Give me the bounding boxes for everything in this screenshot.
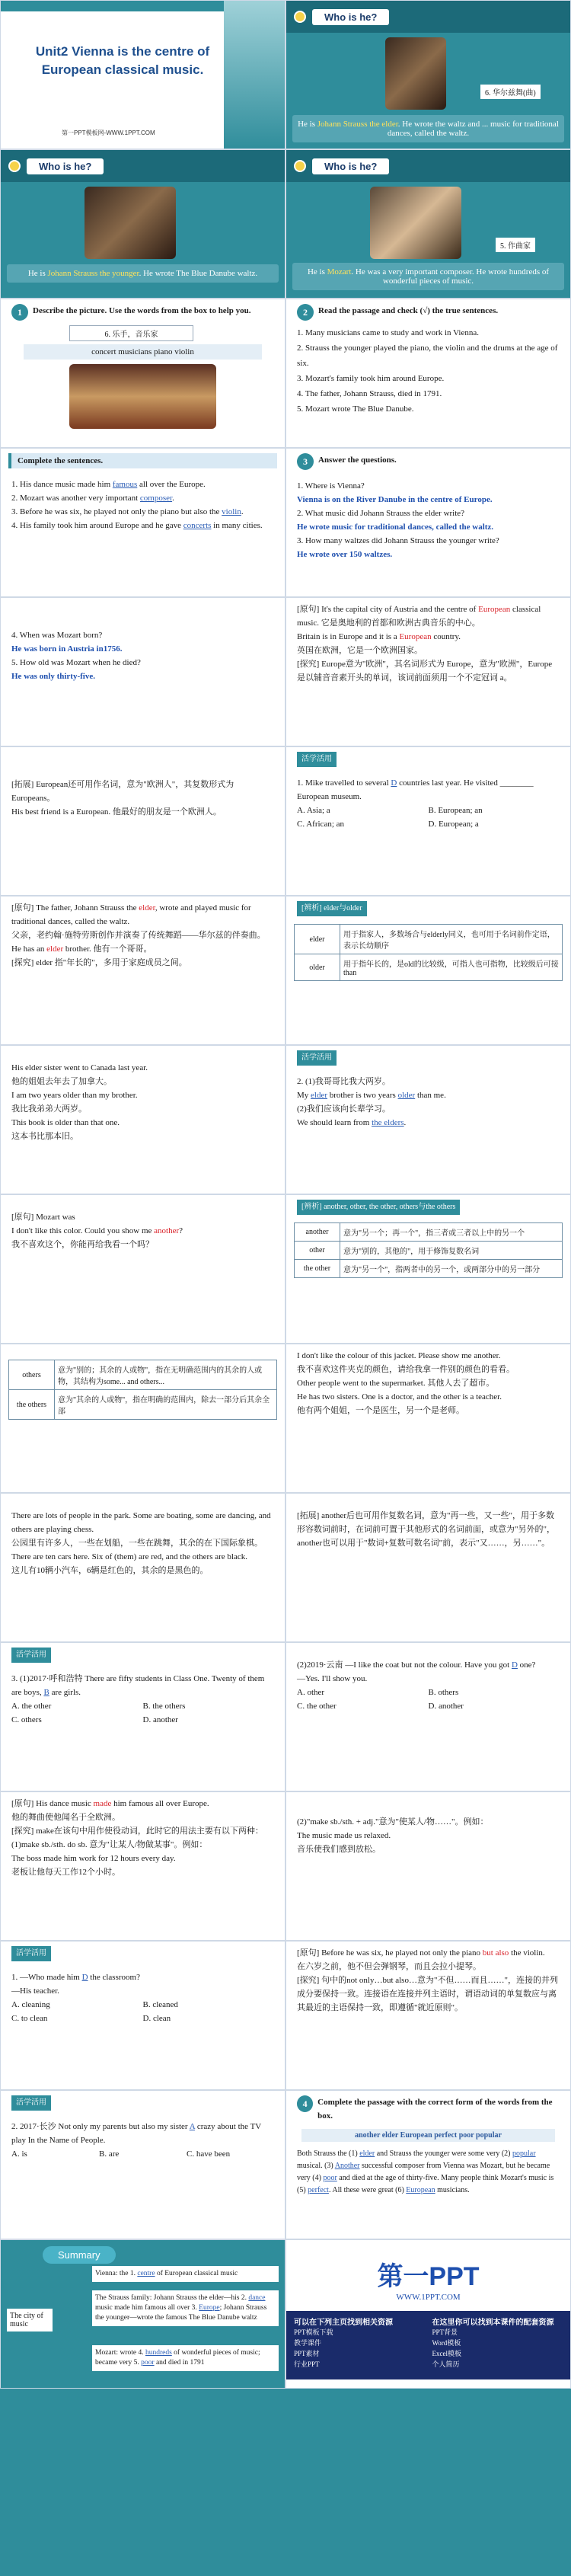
slide-another bbox=[0, 1194, 286, 1344]
option: A. cleaning bbox=[11, 2000, 50, 2009]
word-box: another elder European perfect poor popular bbox=[301, 2129, 555, 2142]
table-cell: 意为"其余的人或物"，指在明确的范围内，除去一部分后其余全部 bbox=[55, 1390, 277, 1420]
table-cell: 用于指家人，多数场合与elderly同义，也可用于名词前作定语，表示长幼顺序 bbox=[340, 925, 563, 954]
summary-title: Summary bbox=[43, 2246, 116, 2264]
qa-list: 4. When was Mozart born? He was born in Austria in1756. 5. How old was Mozart when he died? He was only thirty-five. bbox=[11, 631, 141, 681]
table-cell: 意为"另一个；再一个"，指三者或三者以上中的另一个 bbox=[340, 1223, 563, 1242]
practice-tag: 活学活用 bbox=[297, 1050, 337, 1066]
slide-elder-older bbox=[286, 896, 571, 1045]
table-cell: another bbox=[295, 1223, 340, 1242]
option: C. African; an bbox=[297, 820, 345, 829]
slide-make bbox=[0, 1791, 286, 1941]
sentences: 1. His dance music made him famous all over the Europe. 2. Mozart was another very important composer. 3. Before he was six, he played not only the piano but also the violin. 4. His family took him around Europe and he gave concerts in many cities. bbox=[11, 480, 263, 530]
option: C. others bbox=[11, 1715, 42, 1724]
table-row bbox=[295, 954, 563, 981]
word-box: concert musicians piano violin bbox=[24, 344, 262, 360]
option: D. European; a bbox=[428, 820, 479, 829]
slide-european-ext bbox=[0, 746, 286, 896]
table-row bbox=[295, 1242, 563, 1260]
slide-heading: Who is he? bbox=[27, 158, 104, 174]
explanation: (2)"make sb./sth. + adj."意为"使某人/物……"。例如： The music made us relaxed. 音乐使我们感到放松。 bbox=[297, 1817, 489, 1854]
row-13 bbox=[0, 1791, 571, 1941]
check-item: 4. The father, Johann Strauss, died in 1791. bbox=[297, 389, 442, 398]
table-row bbox=[295, 1260, 563, 1278]
check-item: 5. Mozart wrote The Blue Danube. bbox=[297, 404, 414, 414]
page-title: Unit2 Vienna is the centre of European classical music. bbox=[35, 44, 210, 77]
resource-link: 行业PPT bbox=[294, 2360, 320, 2368]
instruction: Answer the questions. bbox=[318, 455, 397, 465]
instruction: Read the passage and check (√) the true sentences. bbox=[318, 306, 499, 315]
table-row bbox=[295, 1223, 563, 1242]
resource-link: PPT模板下载 bbox=[294, 2328, 333, 2336]
question: 2. (1)我哥哥比我大两岁。 My elder brother is two years older than me. (2)我们应该向长辈学习。 We should learn from the elders. bbox=[297, 1077, 446, 1127]
slide-heading: Who is he? bbox=[312, 9, 389, 25]
table-cell: 意为"别的，其他的"，用于修饰复数名词 bbox=[340, 1242, 563, 1260]
explanation: [原句] The father, Johann Strauss the elder, wrote and played music for traditional dances, called the waltz. 父亲，老约翰·施特劳斯创作并演奏了传统舞蹈——华尔兹的伴奏曲。 He has an elder brother. 他有一个哥哥。 [探究] elder 指"年长的"，多用于家庭成员之间。 bbox=[11, 903, 266, 967]
slide-practice-6 bbox=[0, 2090, 286, 2239]
slide-others-examples bbox=[286, 1344, 571, 1493]
site-url: WWW.1PPT.COM bbox=[396, 2293, 461, 2302]
row-2 bbox=[0, 149, 571, 299]
word-note: 6. 华尔兹舞(曲) bbox=[480, 85, 541, 99]
practice-tag: 活学活用 bbox=[11, 1648, 51, 1663]
explanation: [拓展] another后也可用作复数名词，意为"再一些，又一些"，用于多数形容数词前时，在词前可置于其他形式的名词前面，或意为"另外的"，another也可以用于"数词+复数可数名词"前，表示"又……，另……"。 bbox=[297, 1511, 555, 1548]
row-16 bbox=[0, 2239, 571, 2389]
slide-check bbox=[286, 299, 571, 448]
slide-who-elder bbox=[286, 0, 571, 149]
option: A. Asia; a bbox=[297, 806, 330, 815]
slide-passage bbox=[286, 2090, 571, 2239]
logo: 第一PPT bbox=[377, 2262, 480, 2291]
table-cell: 意为"另一个"，指两者中的另一个，或两部分中的另一部分 bbox=[340, 1260, 563, 1278]
slide-who-younger bbox=[0, 149, 286, 299]
instruction: Complete the passage with the correct form of the words from the box. bbox=[317, 2098, 553, 2121]
word-note: 6. 乐手，音乐家 bbox=[69, 325, 193, 341]
check-item: 3. Mozart's family took him around Europe. bbox=[297, 374, 445, 383]
bulb-icon bbox=[294, 11, 306, 23]
row-1 bbox=[0, 0, 571, 149]
table-cell: 用于指年长的，是old的比较级，可指人也可指物，比较级后可接than bbox=[340, 954, 563, 981]
table-cell: older bbox=[295, 954, 340, 981]
practice-tag: 活学活用 bbox=[11, 2095, 51, 2111]
slide-make-2 bbox=[286, 1791, 571, 1941]
comparison-table bbox=[8, 1360, 277, 1420]
slide-european bbox=[286, 597, 571, 746]
row-4 bbox=[0, 448, 571, 597]
row-6 bbox=[0, 746, 571, 896]
step-number: 2 bbox=[297, 304, 314, 321]
option: A. other bbox=[297, 1688, 325, 1697]
slide-ad bbox=[286, 2239, 571, 2389]
resource-panel: 可以在下列主页找到相关资源 PPT模板下载 教学课件 PPT素材 行业PPT 在这里你可以找到本课件的配套资源 PPT背景 Word模板 Excel模板 个人简历 bbox=[286, 2311, 570, 2379]
explanation: [原句] Mozart was I don't like this color. Could you show me another? 我不喜欢这个，你能再给我看一个吗？ bbox=[11, 1213, 183, 1249]
table-cell: the others bbox=[9, 1390, 55, 1420]
portrait-image bbox=[370, 187, 461, 259]
caption: He is Johann Strauss the younger. He wrote The Blue Danube waltz. bbox=[7, 264, 279, 283]
option: B. are bbox=[99, 2149, 120, 2159]
question: 1. —Who made him D the classroom? —His teacher. A. cleaning B. cleaned C. to clean D. clean bbox=[1, 1966, 285, 2030]
resource-link: 教学课件 bbox=[294, 2339, 322, 2347]
practice-tag: [辨析] elder与older bbox=[297, 901, 367, 916]
option: B. cleaned bbox=[142, 2000, 178, 2009]
caption: He is Mozart. He was a very important composer. He wrote hundreds of wonderful pieces of music. bbox=[292, 263, 564, 290]
question: (2)2019·云南 —I like the coat but not the colour. Have you got D one? —Yes. I'll show you. A. other B. others C. the other D. another bbox=[286, 1643, 570, 1718]
slide-elder bbox=[0, 896, 286, 1045]
slide-answer bbox=[286, 448, 571, 597]
slide-practice-1 bbox=[286, 746, 571, 896]
word-note: 5. 作曲家 bbox=[496, 238, 535, 252]
summary-box-1: Vienna: the 1. centre of European classical music bbox=[92, 2266, 279, 2282]
option: B. others bbox=[428, 1688, 459, 1697]
portrait-image bbox=[385, 37, 446, 110]
table-cell: others bbox=[9, 1360, 55, 1390]
check-item: 2. Strauss the younger played the piano, the violin and the drums at the age of six. bbox=[297, 344, 558, 368]
concert-image bbox=[69, 364, 216, 429]
resource-link: Word模板 bbox=[432, 2339, 461, 2347]
resource-link: Excel模板 bbox=[432, 2350, 461, 2357]
slide-another-ext bbox=[286, 1493, 571, 1642]
examples: There are lots of people in the park. Some are boating, some are dancing, and others are playing chess. 公园里有许多人，一些在划船，一些在跳舞，其余的在下国际象棋。 There are ten cars here. Six of (them) are red, and the others are black. 这儿有10辆小汽车，6辆是红色的，其余的是黑色的。 bbox=[11, 1511, 271, 1575]
footer-text: 第一PPT模板网-WWW.1PPT.COM bbox=[62, 129, 155, 136]
question: 3. (1)2017·呼和浩特 There are fifty students in Class One. Twenty of them are boys, B are girls. A. the other B. the others C. others D. another bbox=[1, 1667, 285, 1731]
question: 2. 2017·长沙 Not only my parents but also my sister A crazy about the TV play In the Name of People. A. is B. are C. have been bbox=[1, 2115, 285, 2165]
resource-link: PPT素材 bbox=[294, 2350, 320, 2357]
table-cell: other bbox=[295, 1242, 340, 1260]
city-label: The city of music bbox=[7, 2309, 53, 2332]
slide-others bbox=[0, 1344, 286, 1493]
option: C. have been bbox=[187, 2149, 231, 2159]
option: D. clean bbox=[142, 2014, 171, 2023]
resource-link: PPT背景 bbox=[432, 2328, 458, 2336]
explanation: [原句] Before he was six, he played not only the piano but also the violin. 在六岁之前，他不但会弹钢琴，而且会拉小提琴。 [探究] 句中的not only…but also…意为"不但……而且……"，连接的并列成分要保持一致。连接语在连接并列主语时，谓语动词的单复数应与离其最近的主语保持一致，即遵循"就近原则"。 bbox=[297, 1948, 558, 2012]
slide-practice-5 bbox=[0, 1941, 286, 2090]
summary-box-2: The Strauss family: Johann Strauss the elder—his 2. dance music made him famous all over 3. Europe; Johann Strauss the younger—wrote the famous The Blue Danube waltz bbox=[92, 2290, 279, 2326]
row-14 bbox=[0, 1941, 571, 2090]
slide-practice-4 bbox=[286, 1642, 571, 1791]
option: D. another bbox=[142, 1715, 178, 1724]
step-number: 4 bbox=[297, 2095, 313, 2112]
table-row bbox=[9, 1390, 277, 1420]
slide-elder-examples bbox=[0, 1045, 286, 1194]
practice-tag: 活学活用 bbox=[297, 752, 337, 767]
row-9 bbox=[0, 1194, 571, 1344]
option: B. European; an bbox=[428, 806, 483, 815]
passage: Both Strauss the (1) elder and Strauss the younger were some very (2) popular musical. (3) Another successful composer from Vienna was Mozart, but he became very (4) poor and died at the age of thirty-five. Many people think Mozart's music is (5) perfect. All these were great (6) European musicians. bbox=[297, 2149, 554, 2194]
option: C. to clean bbox=[11, 2014, 48, 2023]
slide-practice-3 bbox=[0, 1642, 286, 1791]
table-row bbox=[295, 925, 563, 954]
slide-heading: Who is he? bbox=[312, 158, 389, 174]
examples: His elder sister went to Canada last year. 他的姐姐去年去了加拿大。 I am two years older than my brother. 我比我弟弟大两岁。 This book is older than that one. 这本书比那本旧。 bbox=[11, 1063, 148, 1141]
slide-practice-2 bbox=[286, 1045, 571, 1194]
bulb-icon bbox=[8, 160, 21, 172]
slide-another-compare bbox=[286, 1194, 571, 1344]
table-row bbox=[9, 1360, 277, 1390]
option: A. is bbox=[11, 2149, 27, 2159]
slide-who-mozart bbox=[286, 149, 571, 299]
step-number: 1 bbox=[11, 304, 28, 321]
slide-complete bbox=[0, 448, 286, 597]
comparison-table bbox=[294, 1222, 563, 1278]
caption: He is Johann Strauss the elder. He wrote the waltz and ... music for traditional dances, called the waltz. bbox=[292, 115, 564, 142]
practice-tag: 活学活用 bbox=[11, 1946, 51, 1961]
option: B. the others bbox=[142, 1702, 186, 1711]
examples: I don't like the colour of this jacket. Please show me another. 我不喜欢这件夹克的颜色，请给我拿一件别的颜色的看看。 Other people went to the supermarket. 其他人去了超市。 He has two sisters. One is a doctor, and the other is a teacher. 他有两个姐姐，一个是医生，另一个是老师。 bbox=[297, 1351, 515, 1415]
resource-link: 个人简历 bbox=[432, 2360, 460, 2368]
slide-answer-2 bbox=[0, 597, 286, 746]
explanation: [原句] It's the capital city of Austria and the centre of European classical music. 它是奥地利的首都和欧洲古典音乐的中心。 Britain is in Europe and it is a European country. 英国在欧洲，它是一个欧洲国家。 [探究] Europe意为"欧洲"，其名词形式为 Europe，意为"欧洲"，Europe是以辅音音素开头的单词，该词前面须用一个不定冠词 a。 bbox=[297, 605, 553, 682]
check-list bbox=[286, 325, 570, 421]
option: C. the other bbox=[297, 1702, 337, 1711]
table-cell: 意为"别的；其余的人或物"，指在无明确范围内的其余的人或物，其结构为some... and others... bbox=[55, 1360, 277, 1390]
slide-title bbox=[0, 0, 286, 149]
option: A. the other bbox=[11, 1702, 52, 1711]
section-bar: Complete the sentences. bbox=[8, 453, 277, 468]
qa-list: 1. Where is Vienna? Vienna is on the River Danube in the centre of Europe. 2. What music did Johann Strauss the elder write? He wrote music for traditional dances, called the waltz. 3. How many waltzes did Johann Strauss the younger write? He wrote over 150 waltzes. bbox=[297, 481, 499, 559]
practice-tag: [辨析] another, other, the other, others与the others bbox=[297, 1200, 460, 1215]
explanation: [拓展] European还可用作名词，意为"欧洲人"，其复数形式为 Europeans。 His best friend is a European. 他最好的朋友是一个欧洲人。 bbox=[11, 780, 234, 817]
row-12 bbox=[0, 1642, 571, 1791]
question: 1. Mike travelled to several D countries last year. He visited ________ European museum. A. Asia; a B. European; an C. African; an D. European; a bbox=[286, 772, 570, 836]
table-cell: elder bbox=[295, 925, 340, 954]
table-cell: the other bbox=[295, 1260, 340, 1278]
row-7 bbox=[0, 896, 571, 1045]
step-number: 3 bbox=[297, 453, 314, 470]
explanation: [原句] His dance music made him famous all over Europe. 他的舞曲使他闻名于全欧洲。 [探究] make在该句中用作使役动词，此时它的用法主要有以下两种：(1)make sb./sth. do sb. 意为"让某人/物做某事"。例如： The boss made him work for 12 hours every day. 老板让他每天工作12个小时。 bbox=[11, 1799, 263, 1877]
row-8 bbox=[0, 1045, 571, 1194]
slide-not-only bbox=[286, 1941, 571, 2090]
row-3 bbox=[0, 299, 571, 448]
slide-others-examples-2 bbox=[0, 1493, 286, 1642]
row-10 bbox=[0, 1344, 571, 1493]
comparison-table bbox=[294, 924, 563, 981]
bulb-icon bbox=[294, 160, 306, 172]
row-5 bbox=[0, 597, 571, 746]
portrait-image bbox=[85, 187, 176, 259]
row-15 bbox=[0, 2090, 571, 2239]
check-item: 1. Many musicians came to study and work in Vienna. bbox=[297, 328, 479, 337]
slide-summary bbox=[0, 2239, 286, 2389]
summary-box-3: Mozart: wrote 4. hundreds of wonderful pieces of music; became very 5. poor and died in 1791 bbox=[92, 2345, 279, 2371]
option: D. another bbox=[428, 1702, 464, 1711]
row-footer bbox=[0, 2389, 571, 2576]
instruction: Describe the picture. Use the words from the box to help you. bbox=[33, 306, 251, 315]
slide-describe bbox=[0, 299, 286, 448]
row-11 bbox=[0, 1493, 571, 1642]
